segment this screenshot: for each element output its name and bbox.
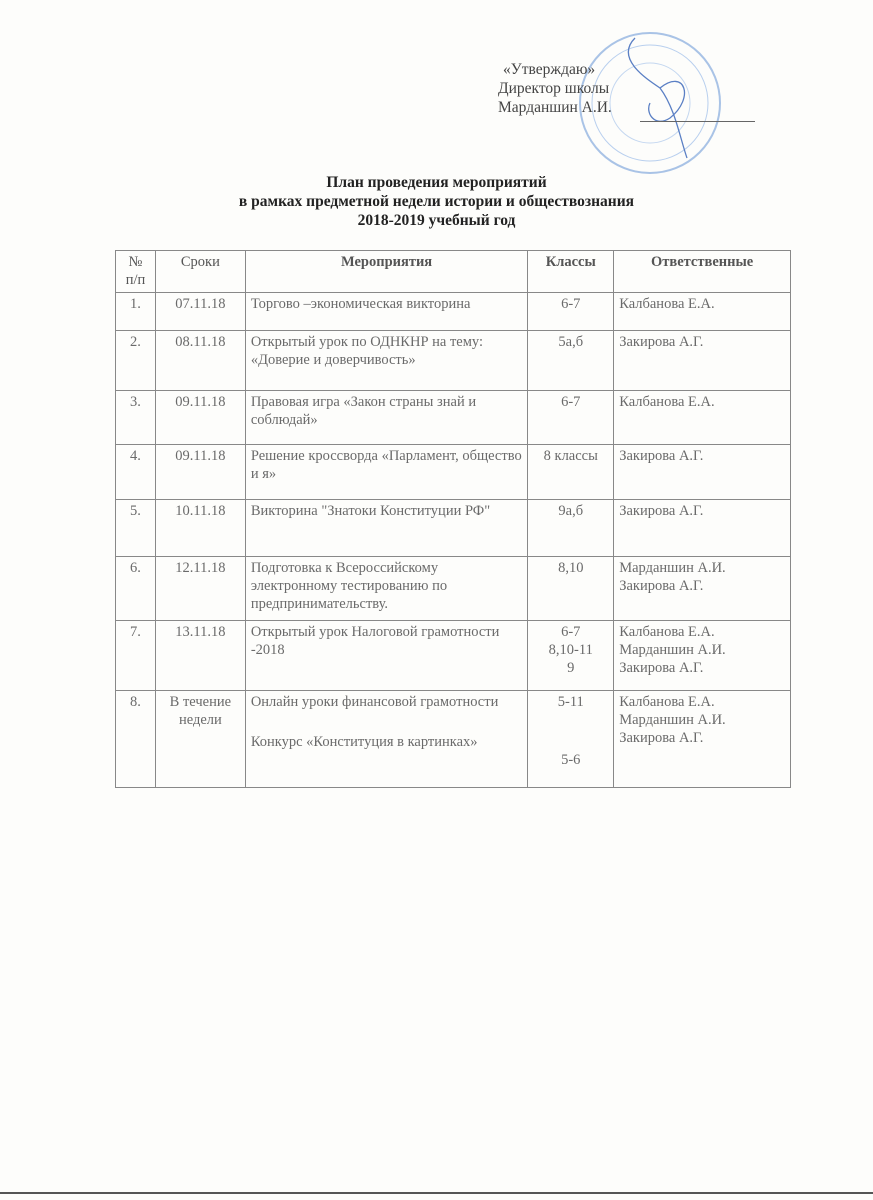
header-event: Мероприятия [245,251,527,293]
title-line-3: 2018-2019 учебный год [357,212,516,229]
table-row [116,621,791,691]
row-event: Открытый урок по ОДНКНР на тему: «Доверие и доверчивость» [245,331,527,391]
row-responsible: Закирова А.Г. [614,500,791,557]
row-responsible [614,691,791,788]
row-responsible-line: Закирова А.Г. [619,730,704,746]
table-row [116,691,791,788]
row-responsible-line: Калбанова Е.А. [619,624,715,640]
scan-edge [0,1192,873,1194]
row-responsible: Калбанова Е.А. [614,391,791,445]
table-row [116,331,791,391]
approval-position: Директор школы [498,80,610,97]
row-event: Правовая игра «Закон страны знай и соблюдай» [245,391,527,445]
row-classes: 5а,б [528,331,614,391]
row-number: 6. [116,557,156,621]
row-classes: 9а,б [528,500,614,557]
table-header [116,251,791,293]
row-number: 3. [116,391,156,445]
events-table [115,250,791,788]
header-num: № п/п [116,251,156,293]
row-responsible-line: Марданшин А.И. [619,560,726,576]
row-number: 2. [116,331,156,391]
row-responsible-line: Марданшин А.И. [619,712,726,728]
table-row [116,445,791,500]
row-date: 09.11.18 [155,445,245,500]
row-responsible [614,557,791,621]
table-row [116,391,791,445]
header-classes: Классы [528,251,614,293]
row-responsible-line: Калбанова Е.А. [619,694,715,710]
row-date: 12.11.18 [155,557,245,621]
row-number: 1. [116,293,156,331]
approval-name: Марданшин А.И. [498,99,612,116]
row-date: 08.11.18 [155,331,245,391]
row-responsible: Калбанова Е.А. [614,293,791,331]
row-classes-line: 5-11 [557,694,584,710]
title-line-2: в рамках предметной недели истории и обществознания [238,193,635,210]
row-date: 10.11.18 [155,500,245,557]
row-number: 8. [116,691,156,788]
row-event: Подготовка к Всероссийскому электронному тестированию по предпринимательству. [245,557,527,621]
row-responsible-line: Закирова А.Г. [619,660,704,676]
row-classes-line: 6-7 [561,624,581,640]
row-number: 5. [116,500,156,557]
row-responsible: Закирова А.Г. [614,331,791,391]
row-responsible: Закирова А.Г. [614,445,791,500]
row-classes: 6-7 [528,391,614,445]
row-responsible-line: Марданшин А.И. [619,642,726,658]
row-number: 4. [116,445,156,500]
row-event: Викторина "Знатоки Конституции РФ" [245,500,527,557]
row-classes [528,691,614,788]
header-date: Сроки [155,251,245,293]
title-line-1: План проведения мероприятий [326,174,547,191]
row-responsible [614,621,791,691]
row-event: Открытый урок Налоговой грамотности -2018 [245,621,527,691]
row-date: 09.11.18 [155,391,245,445]
header-responsible: Ответственные [614,251,791,293]
row-event [245,691,527,788]
approval-block [498,60,612,117]
row-event-line: Конкурс «Конституция в картинках» [250,734,478,750]
table-row [116,500,791,557]
row-classes-line: 9 [567,660,575,676]
row-classes-line: 8,10-11 [548,642,593,658]
row-classes-line: 5-6 [561,752,581,768]
row-event: Торгово –экономическая викторина [245,293,527,331]
signature-line [640,121,755,122]
row-date: 13.11.18 [155,621,245,691]
row-classes: 8 классы [528,445,614,500]
document-title [0,173,873,230]
row-date: 07.11.18 [155,293,245,331]
approval-heading: «Утверждаю» [503,61,596,78]
row-event: Решение кроссворда «Парламент, общество и я» [245,445,527,500]
row-event-line: Онлайн уроки финансовой грамотности [250,694,499,710]
signature-icon [628,38,687,158]
table-row [116,293,791,331]
row-responsible-line: Закирова А.Г. [619,578,704,594]
row-date: В течение недели [155,691,245,788]
row-number: 7. [116,621,156,691]
table-row [116,557,791,621]
row-classes: 6-7 [528,293,614,331]
row-classes: 8,10 [528,557,614,621]
row-classes [528,621,614,691]
